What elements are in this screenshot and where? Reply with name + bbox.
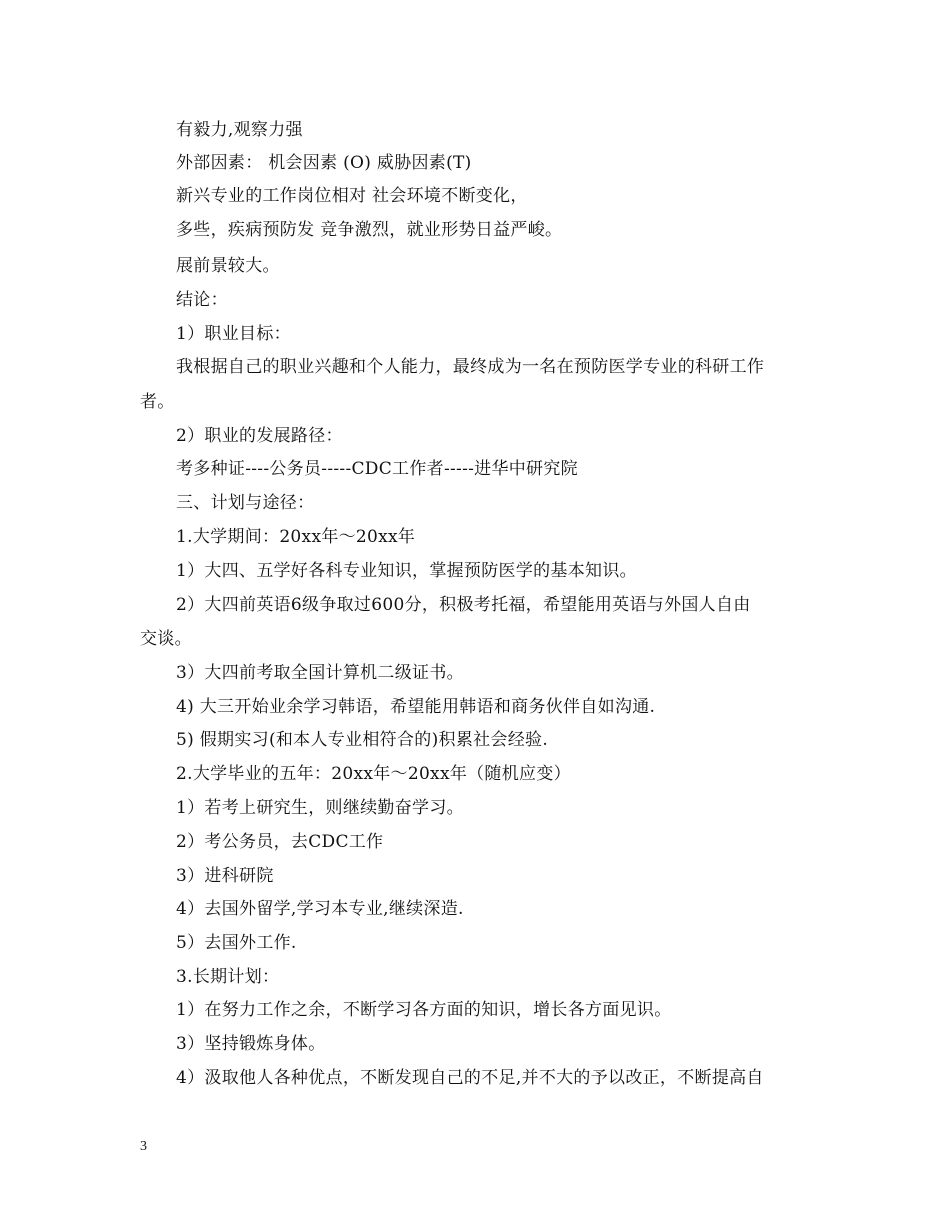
- text-line: 考多种证----公务员-----CDC工作者-----进华中研究院: [176, 459, 578, 479]
- text-line: 1）职业目标：: [176, 324, 291, 344]
- text-line: 5）去国外工作.: [176, 933, 297, 953]
- text-line: 者。: [140, 392, 175, 412]
- text-line: 展前景较大。: [176, 256, 280, 276]
- text-line: 3.长期计划：: [176, 967, 280, 987]
- text-line: 有毅力,观察力强: [176, 120, 303, 140]
- text-line: 2）大四前英语6级争取过600分，积极考托福，希望能用英语与外国人自由: [176, 595, 751, 615]
- text-line: 3）大四前考取全国计算机二级证书。: [176, 663, 464, 683]
- text-line: 新兴专业的工作岗位相对 社会环境不断变化，: [176, 186, 528, 206]
- text-line: 3）进科研院: [176, 866, 274, 886]
- text-line: 我根据自己的职业兴趣和个人能力，最终成为一名在预防医学专业的科研工作: [176, 357, 765, 377]
- text-line: 4）去国外留学,学习本专业,继续深造.: [176, 899, 464, 919]
- text-line: 交谈。: [140, 629, 192, 649]
- text-line: 5) 假期实习(和本人专业相符合的)积累社会经验.: [176, 730, 549, 750]
- text-line: 2）职业的发展路径：: [176, 426, 343, 446]
- text-line: 1.大学期间：20xx年～20xx年: [176, 527, 416, 547]
- text-line: 结论：: [176, 290, 228, 310]
- page-number: 3: [140, 1139, 147, 1154]
- text-line: 2）考公务员，去CDC工作: [176, 832, 384, 852]
- text-line: 外部因素： 机会因素 (O) 威胁因素(T): [176, 153, 472, 173]
- text-line: 4) 大三开始业余学习韩语，希望能用韩语和商务伙伴自如沟通.: [176, 697, 656, 717]
- text-line: 1）大四、五学好各科专业知识，掌握预防医学的基本知识。: [176, 561, 637, 581]
- text-line: 2.大学毕业的五年：20xx年～20xx年（随机应变）: [176, 764, 571, 784]
- text-line: 1）在努力工作之余，不断学习各方面的知识，增长各方面见识。: [176, 1000, 672, 1020]
- text-line: 1）若考上研究生，则继续勤奋学习。: [176, 798, 464, 818]
- text-line: 4）汲取他人各种优点，不断发现自己的不足,并不大的予以改正，不断提高自: [176, 1068, 764, 1088]
- text-line: 多些，疾病预防发 竞争激烈，就业形势日益严峻。: [176, 220, 563, 240]
- text-line: 三、计划与途径：: [176, 493, 315, 513]
- text-line: 3）坚持锻炼身体。: [176, 1034, 326, 1054]
